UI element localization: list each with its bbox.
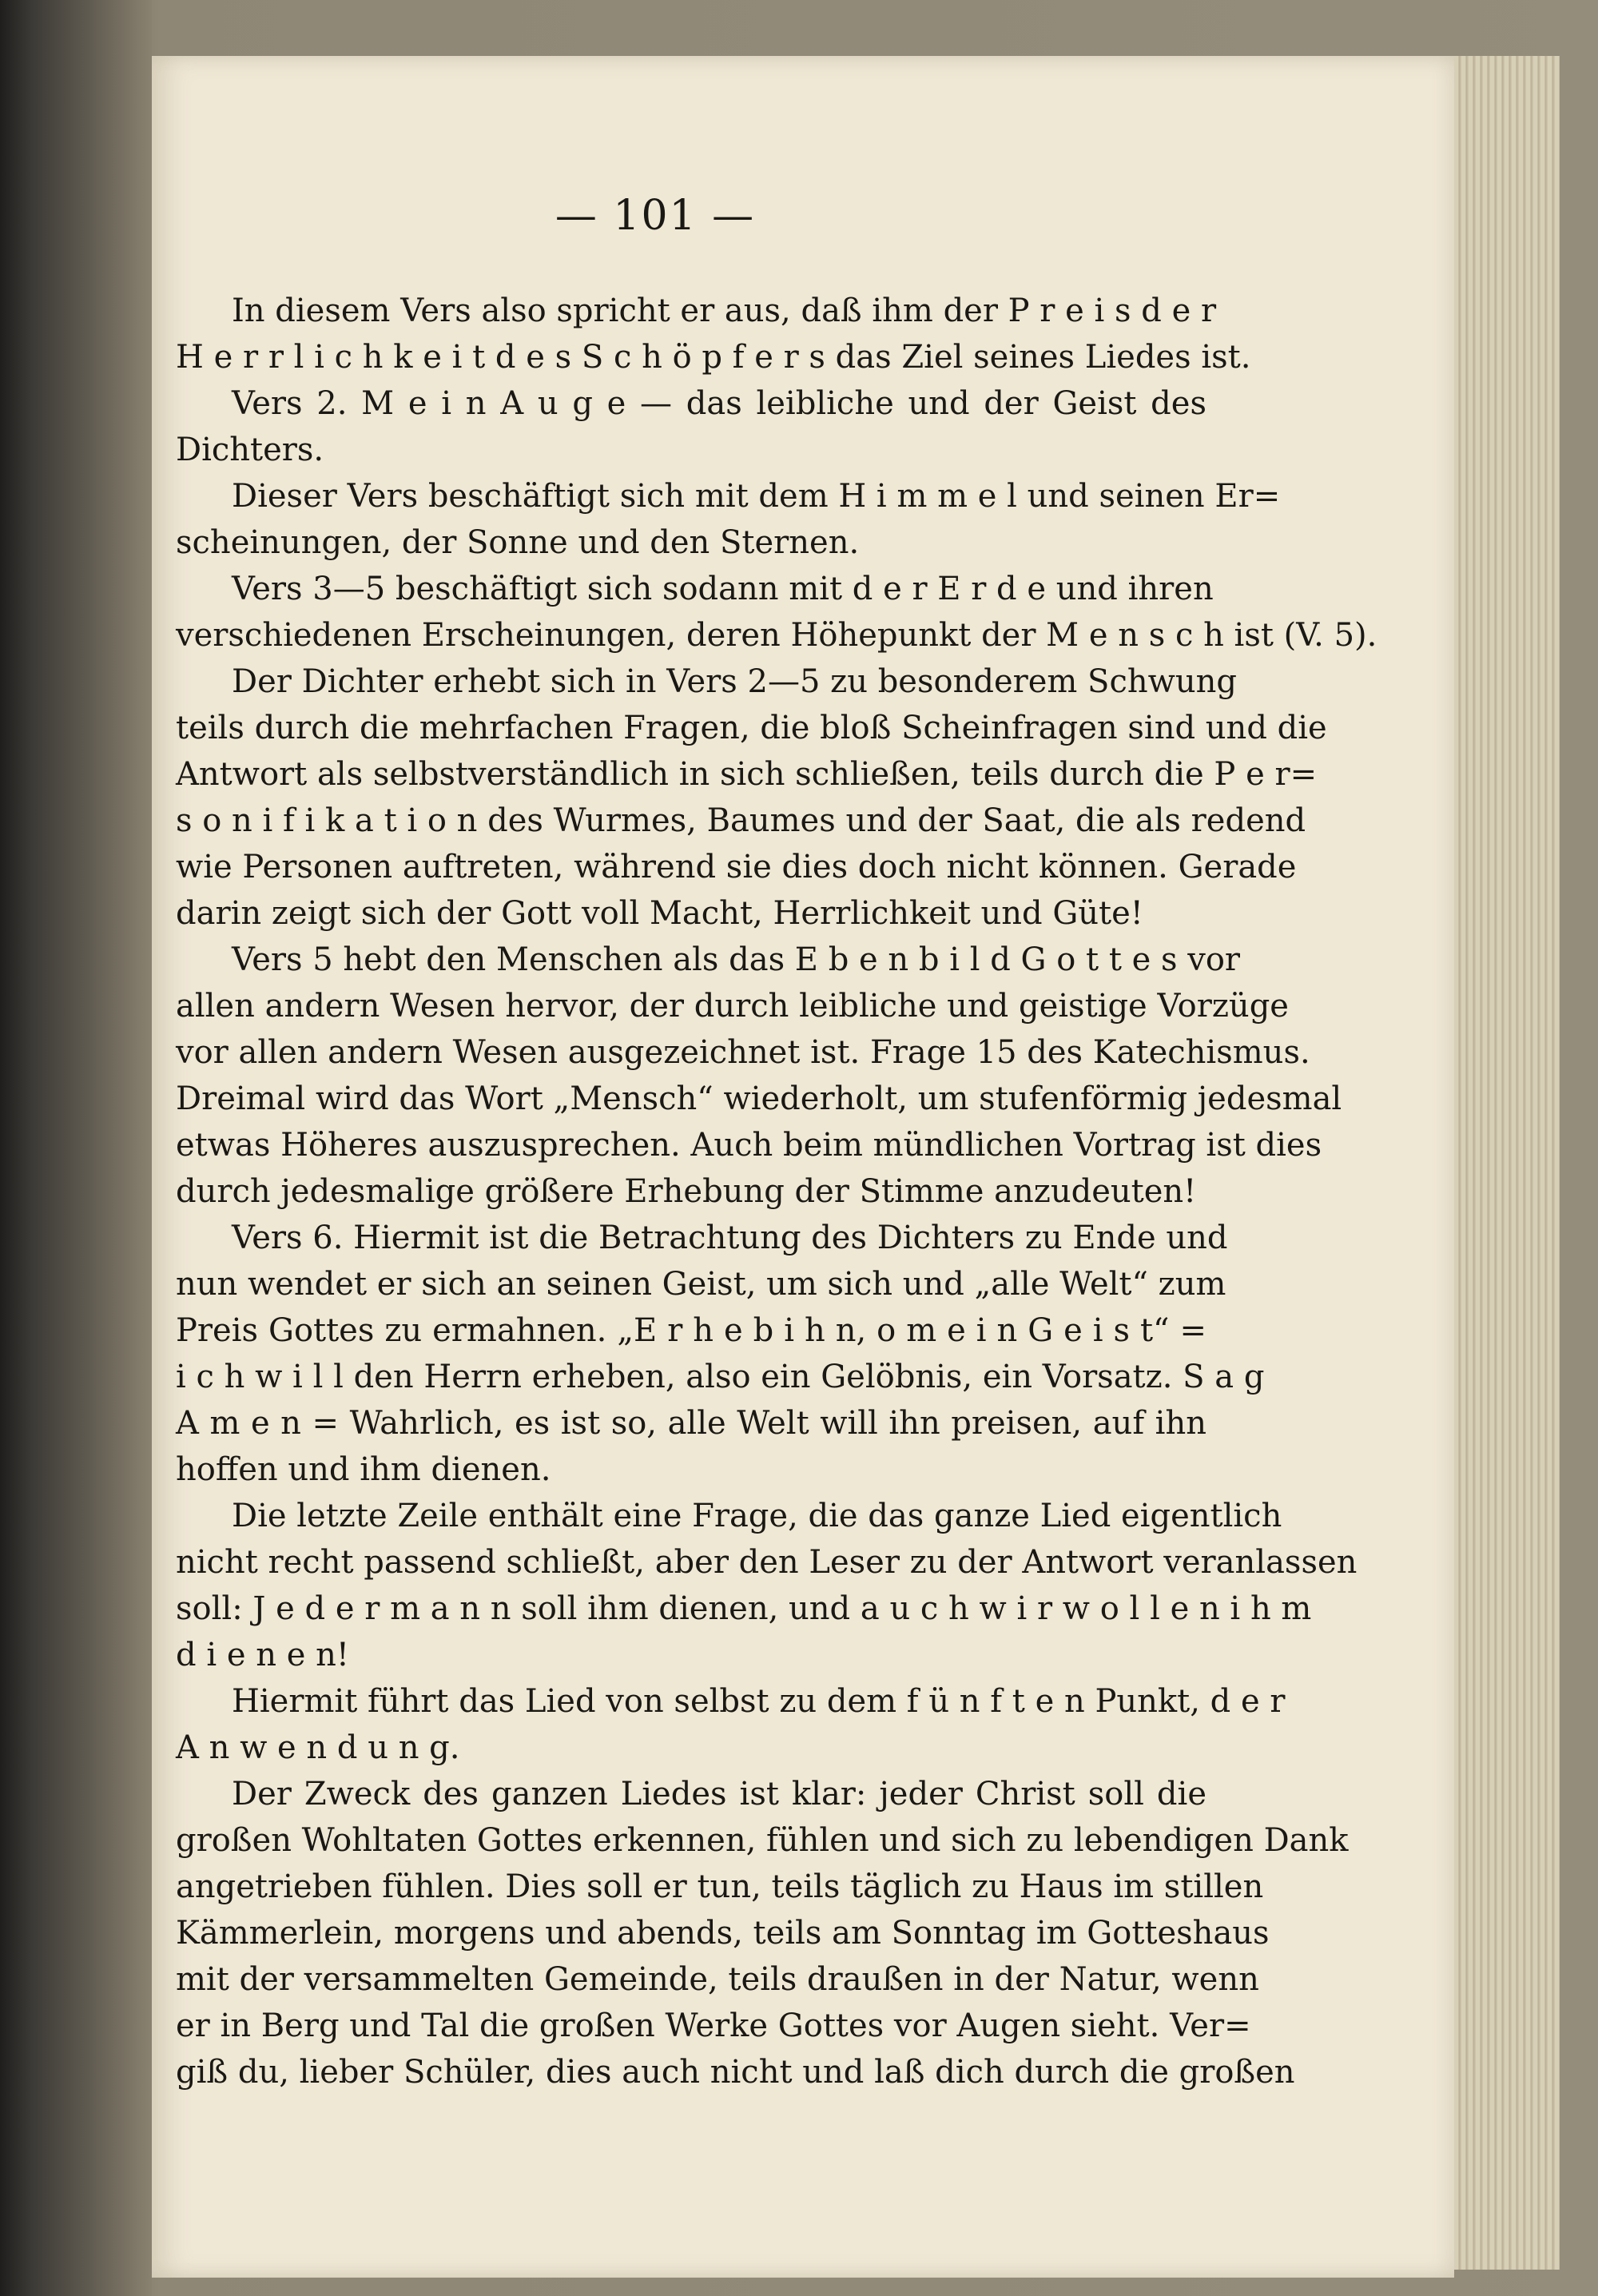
text-line: In diesem Vers also spricht er aus, daß ihm der P r e i s d e r	[232, 292, 1217, 329]
text-line: Vers 6. Hiermit ist die Betrachtung des Dichters zu Ende und	[232, 1220, 1228, 1256]
text-line: Dreimal wird das Wort „Mensch“ wiederholt, um stufenförmig jedesmal	[176, 1080, 1342, 1117]
text-line: Hiermit führt das Lied von selbst zu dem f ü n f t e n Punkt, d e r	[232, 1683, 1286, 1720]
text-line: i c h w i l l den Herrn erheben, also ein Gelöbnis, ein Vorsatz. S a g	[176, 1359, 1265, 1395]
page-text	[176, 288, 1377, 2095]
text-line: verschiedenen Erscheinungen, deren Höhepunkt der M e n s c h ist (V. 5).	[176, 617, 1377, 654]
book-binding	[0, 0, 152, 2296]
text-line: soll: J e d e r m a n n soll ihm dienen, und a u c h w i r w o l l e n i h m	[176, 1590, 1312, 1627]
text-line: Der Zweck des ganzen Liedes ist klar: jeder Christ soll die	[232, 1776, 1206, 1813]
text-line: Der Dichter erhebt sich in Vers 2—5 zu besonderem Schwung	[232, 663, 1237, 700]
text-line: H e r r l i c h k e i t d e s S c h ö p f e r s das Ziel seines Liedes ist.	[176, 339, 1251, 376]
text-line: Dichters.	[176, 432, 324, 468]
text-line: A m e n = Wahrlich, es ist so, alle Welt will ihn preisen, auf ihn	[176, 1405, 1206, 1442]
text-line: etwas Höheres auszusprechen. Auch beim mündlichen Vortrag ist dies	[176, 1127, 1322, 1164]
text-line: nun wendet er sich an seinen Geist, um sich und „alle Welt“ zum	[176, 1266, 1226, 1303]
text-line: wie Personen auftreten, während sie dies doch nicht können. Gerade	[176, 849, 1297, 885]
text-line: angetrieben fühlen. Dies soll er tun, teils täglich zu Haus im stillen	[176, 1868, 1264, 1905]
book-page	[152, 56, 1454, 2278]
text-line: nicht recht passend schließt, aber den Leser zu der Antwort veranlassen	[176, 1544, 1358, 1581]
page-edges	[1438, 56, 1560, 2270]
text-line: durch jedesmalige größere Erhebung der Stimme anzudeuten!	[176, 1173, 1197, 1210]
text-line: d i e n e n!	[176, 1637, 349, 1673]
text-line: Kämmerlein, morgens und abends, teils am Sonntag im Gotteshaus	[176, 1915, 1270, 1952]
text-line: s o n i f i k a t i o n des Wurmes, Baumes und der Saat, die als redend	[176, 802, 1306, 839]
text-line: hoffen und ihm dienen.	[176, 1451, 551, 1488]
text-line: Preis Gottes zu ermahnen. „E r h e b i h n, o m e i n G e i s t“ =	[176, 1312, 1206, 1349]
text-line: mit der versammelten Gemeinde, teils draußen in der Natur, wenn	[176, 1961, 1259, 1998]
text-line: giß du, lieber Schüler, dies auch nicht und laß dich durch die großen	[176, 2054, 1295, 2091]
text-line: teils durch die mehrfachen Fragen, die bloß Scheinfragen sind und die	[176, 710, 1327, 746]
text-line: Die letzte Zeile enthält eine Frage, die das ganze Lied eigentlich	[232, 1498, 1282, 1534]
page-number: — 101 —	[555, 192, 756, 240]
text-line: vor allen andern Wesen ausgezeichnet ist. Frage 15 des Katechismus.	[176, 1034, 1310, 1071]
text-line: er in Berg und Tal die großen Werke Gottes vor Augen sieht. Ver=	[176, 2008, 1251, 2044]
text-line: darin zeigt sich der Gott voll Macht, Herrlichkeit und Güte!	[176, 895, 1143, 932]
text-line: allen andern Wesen hervor, der durch leibliche und geistige Vorzüge	[176, 988, 1289, 1025]
text-line: Antwort als selbstverständlich in sich schließen, teils durch die P e r=	[176, 756, 1318, 793]
text-line: Vers 3—5 beschäftigt sich sodann mit d e r E r d e und ihren	[232, 571, 1214, 607]
text-line: Dieser Vers beschäftigt sich mit dem H i m m e l und seinen Er=	[232, 478, 1281, 515]
text-line: großen Wohltaten Gottes erkennen, fühlen und sich zu lebendigen Dank	[176, 1822, 1349, 1859]
text-line: Vers 5 hebt den Menschen als das E b e n b i l d G o t t e s vor	[232, 941, 1241, 978]
text-line: Vers 2. M e i n A u g e — das leibliche und der Geist des	[232, 385, 1206, 422]
text-line: scheinungen, der Sonne und den Sternen.	[176, 524, 860, 561]
text-line: A n w e n d u n g.	[176, 1729, 460, 1766]
